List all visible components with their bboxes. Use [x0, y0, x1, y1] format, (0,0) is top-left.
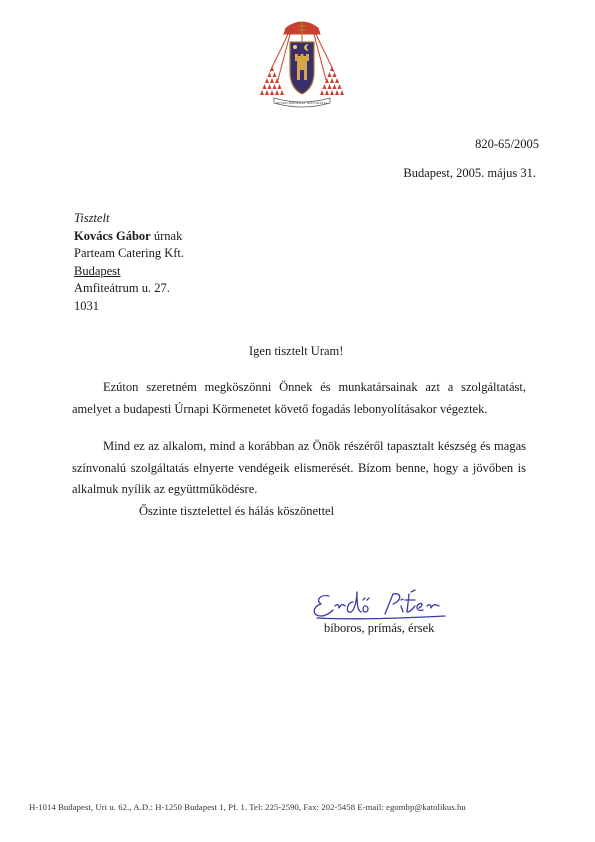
tassel-mark: [325, 90, 329, 95]
tassel-mark: [335, 78, 339, 83]
letterhead-footer: H-1014 Budapest, Uri u. 62., A.D.: H-1250 Budapest 1, Pf. 1. Tel: 225-2590, Fax: 202-5458 E-mail: egombp@katolikus.hu: [29, 802, 466, 812]
tassel-mark: [273, 72, 277, 77]
tassel-mark: [328, 84, 332, 89]
tassel-mark: [270, 66, 274, 71]
tassel-mark: [330, 66, 334, 71]
reference-number: 820-65/2005: [475, 137, 539, 151]
tassel-mark: [268, 72, 272, 77]
tassel-mark: [323, 84, 327, 89]
body-paragraph-2: [72, 436, 526, 501]
tassel-mark: [270, 90, 274, 95]
recipient-salutation: Tisztelt: [74, 211, 110, 225]
recipient-city: Budapest: [74, 263, 121, 278]
tassel-mark: [260, 90, 264, 95]
greeting: Igen tisztelt Uram!: [249, 344, 344, 358]
recipient-address: [74, 210, 184, 315]
signature-icon: [307, 588, 447, 624]
tassel-mark: [338, 84, 342, 89]
tassel-mark: [263, 84, 267, 89]
recipient-name-suffix: úrnak: [150, 228, 183, 243]
signer-title: bíboros, prímás, érsek: [324, 621, 435, 635]
recipient-street: Amfiteátrum u. 27.: [74, 281, 170, 295]
tassel-mark: [333, 84, 337, 89]
tassel-mark: [328, 72, 332, 77]
tassel-mark: [270, 78, 274, 83]
tassel-mark: [333, 72, 337, 77]
tassel-mark: [265, 90, 269, 95]
body-paragraph-1: [72, 377, 526, 420]
recipient-company: Parteam Catering Kft.: [74, 246, 185, 260]
paragraph-text: Mind ez az alkalom, mind a korábban az Önök részéről tapasztalt készség és magas színvonalú szolgáltatás elnyerte vendégeik elismerését. Bízom benne, hogy a jövőben is alkalmuk nyílik az együttműködésre.: [72, 439, 526, 496]
tassel-mark: [330, 90, 334, 95]
place-and-date: Budapest, 2005. május 31.: [403, 166, 536, 180]
recipient-postcode: 1031: [74, 298, 99, 313]
tassel-mark: [280, 90, 284, 95]
coat-of-arms-icon: [258, 14, 346, 114]
recipient-name-line: [74, 228, 184, 246]
recipient-name: Kovács Gábor: [74, 228, 151, 243]
tassel-mark: [340, 90, 344, 95]
closing-line: Őszinte tisztelettel és hálás köszönettel: [139, 504, 335, 518]
tassel-mark: [335, 90, 339, 95]
tassel-mark: [265, 78, 269, 83]
tassel-mark: [275, 90, 279, 95]
coat-of-arms-motto: PETRO MONERAT NISI GRATIA: [276, 101, 328, 105]
tassel-mark: [273, 84, 277, 89]
paragraph-text: Ezúton szeretném megköszönni Önnek és munkatársainak azt a szolgáltatást, amelyet a budapesti Úrnapi Körmenetet követő fogadás lebonyolításakor végeztek.: [72, 380, 526, 416]
tassel-mark: [268, 84, 272, 89]
tassel-mark: [330, 78, 334, 83]
tassel-mark: [320, 90, 324, 95]
tassel-mark: [278, 84, 282, 89]
